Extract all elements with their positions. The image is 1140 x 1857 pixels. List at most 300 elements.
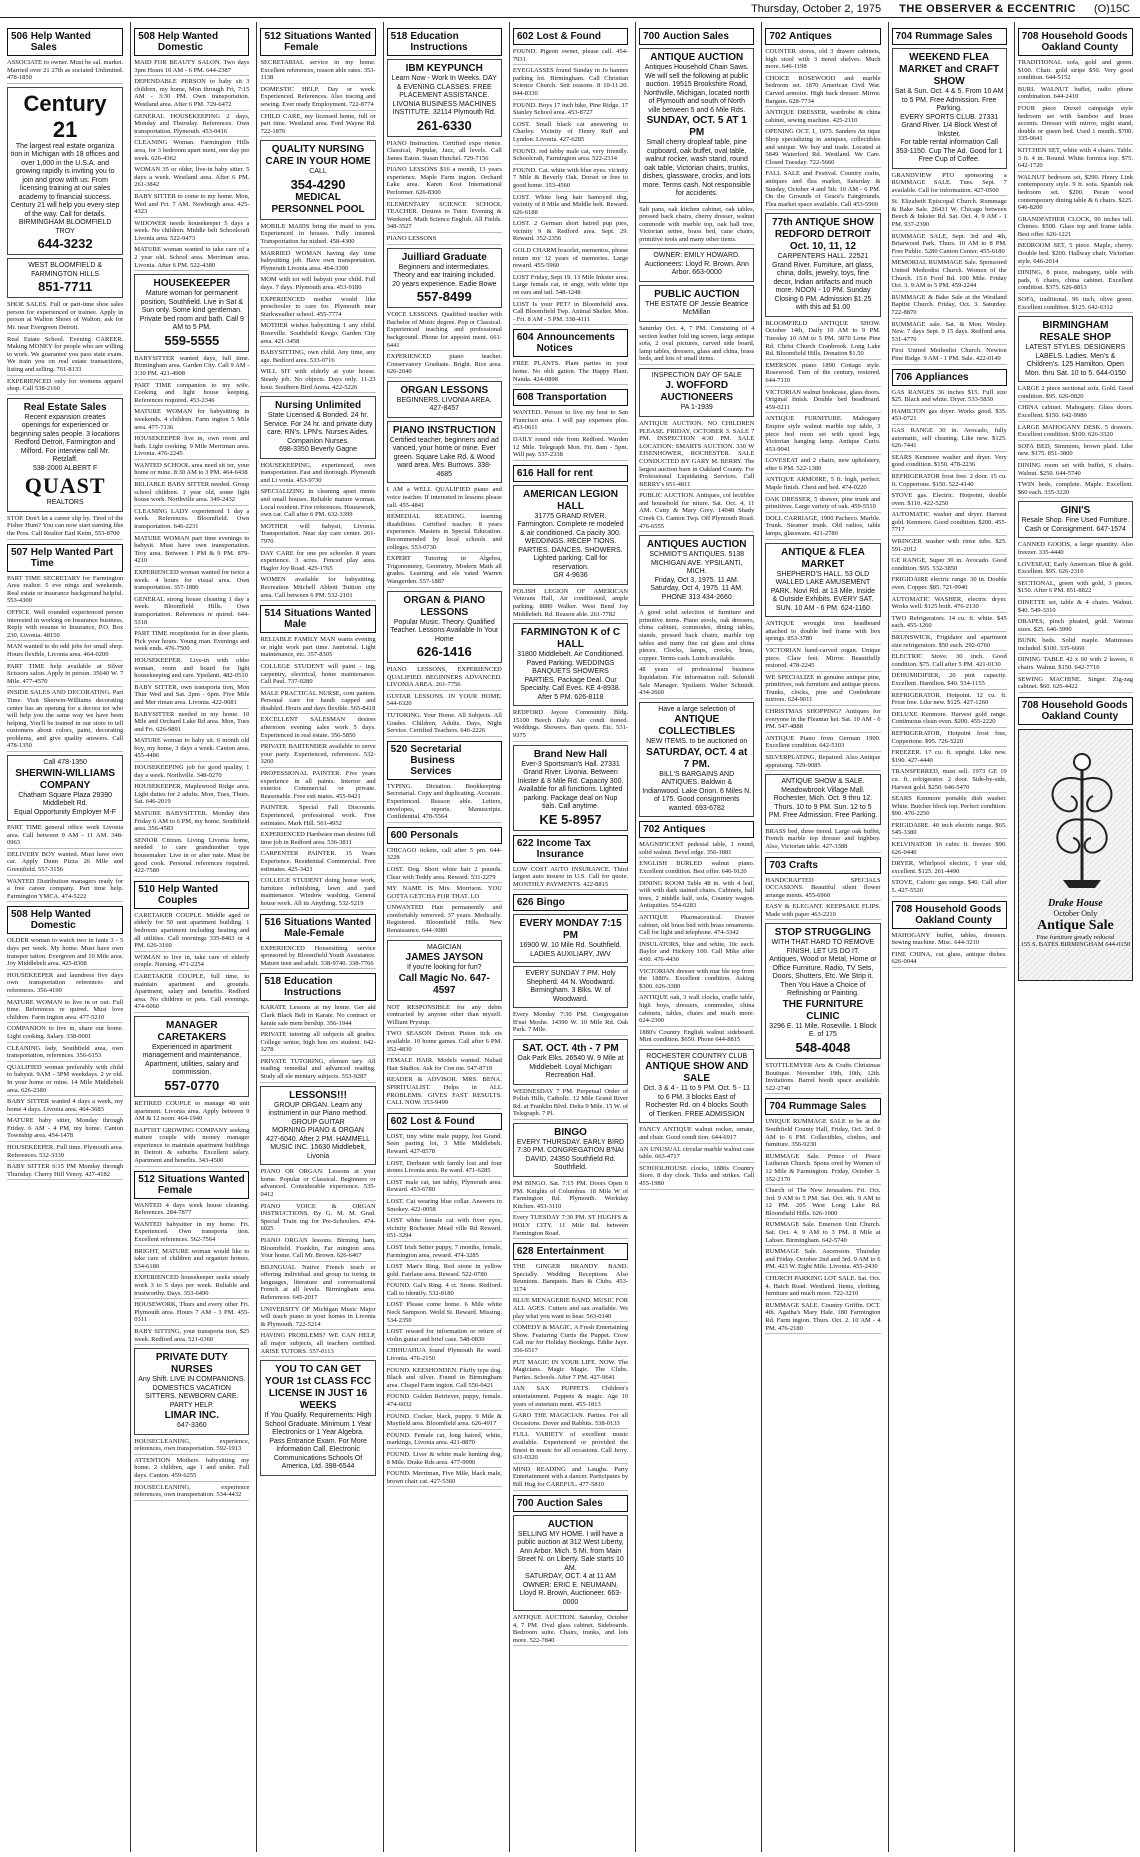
- classified-ad: HOUSEKEEPER, Maplewood Ridge area. Light duties for 2 adults. Mon, Tues, Thurs. Sat. 646-2019: [134, 783, 249, 808]
- section-title: Lost & Found: [536, 31, 601, 42]
- classified-ad: PART TIME general office work Livonia area. Call between 9 AM - 11 AM. 348-0963: [7, 824, 123, 849]
- display-ad-line: 559-5555: [164, 332, 220, 348]
- classified-ad: PRIVATE TUTORING, elemen tary. All reading remedial and advanced reading. Study all ele mentary subjects. 553-9287: [260, 1058, 375, 1083]
- section-header: [7, 906, 123, 934]
- classified-ad: LOST male cat, tan tabby, Plymouth area. Reward. 453-6780: [387, 1179, 502, 1196]
- classified-ad: OPENING OCT. 1, 1975. Sanders An tique Shop specializing in antiques, collectibles and unique. We buy and trade. Located at 5849 Waterford Rd. Westland. We Care. Closed Tuesday. 722-5660: [765, 128, 880, 168]
- section-header: [7, 28, 123, 56]
- display-ad: [387, 421, 502, 484]
- display-ad-line: PRIVATE DUTY NURSES: [155, 1352, 228, 1376]
- section-number: 512: [138, 1173, 155, 1185]
- classified-ad: LOST. White long hair Samoyed dog, vicinity of 8 Mile and Middle belt. Reward. 626-6188: [513, 194, 628, 219]
- classified-ad: RUMMAGE sale. Sat. & Mon. Wesley. New. 7 days Sept. 9 15 days. Redford area. 531-4770: [892, 321, 1007, 346]
- display-ad-line: Equal Opportunity Employer M-F: [14, 808, 117, 816]
- display-ad: [134, 1016, 249, 1097]
- classified-ad: LOST Irish Setter puppy, 7 months, female, Farmington area, reward. 474-3285: [387, 1244, 502, 1261]
- display-ad-line: WITH THAT HARD TO REMOVE FINISH. LET US DO IT.: [771, 939, 875, 955]
- classified-ad: WE SPECIALIZE in genuine antique pine, primitives, oak furniture and antique pieces. Trunks, clocks, pine and Confederate mirrors. 624-9011: [765, 674, 880, 706]
- display-ad-line: SATURDAY, OCT. 4 at 7 PM.: [646, 746, 748, 770]
- display-ad-line: ANTIQUE AUCTION: [650, 52, 744, 63]
- display-ad: [765, 543, 880, 618]
- classified-ad: MAN wanted to do odd jobs for small shop. Hours flexible, Livonia area. 464-0200: [7, 643, 123, 660]
- classified-ad: PUT MAGIC IN YOUR LIFE. NOW. The Magicians. Magic Magic. The Clubs. Parties. Schools. After 7 PM. 427-9641: [513, 1359, 628, 1384]
- classified-ad: COUNTER stores, old 3 drawer cabinets, high stool with 3 tiered shelves. Much more. 646-1198: [765, 48, 880, 73]
- section-title: Antiques: [789, 31, 832, 42]
- section-header: [7, 544, 123, 572]
- classified-ad: WANTED SCHOOL area need sit ter, your home or mine. 8:30 AM to 3 PM. 464-6438: [134, 462, 249, 479]
- classified-ad: VICTORIAN dresser with mar ble top from the 1880's. Excellent condition. Asking $300. 626-3380: [639, 968, 754, 993]
- classified-ad: DEPENDABLE PERSON to baby sit 3 children, my home, Mon through Fri, 7:15 AM - 3:30 PM. Own transportation. Westland area. After 6 PM. 729-6472: [134, 78, 249, 110]
- section-header: [513, 835, 628, 863]
- classified-ad: BEDROOM SET, 5 piece. Maple, cherry. Double bed. $200. Hallway chair. Victorian style. 646-2014: [1018, 242, 1133, 267]
- classified-column: [635, 22, 757, 1852]
- classified-ad: HAVING PROBLEMS? WE CAN HELP, all major subjects, all teachers certified. ARISE TUTORS. 557-0113: [260, 1332, 375, 1357]
- section-header: [134, 881, 249, 909]
- display-ad-line: LIMAR INC.: [164, 1410, 220, 1422]
- classified-ad: MATURE woman to baby sit. 6 month old boy, my home, 3 days a week. Canton area. 455-4486: [134, 737, 249, 762]
- section-number: 518: [264, 976, 282, 988]
- classified-ad: MATURE WOMAN for babysitting in weekends. 4 children. Farm ington 5 Mile area. 477-7136: [134, 408, 249, 433]
- display-ad-line: Experienced in apartment management and maintenance. Apartment, utilities, salary and commission.: [142, 1043, 242, 1077]
- classified-ad: BLUE MENAGERIE BAND. MUSIC FOR ALL AGES. Cutters and sax available. We play what you want to hear. 563-0140: [513, 1297, 628, 1322]
- display-ad-line: INSPECTION DAY OF SALE: [651, 371, 742, 379]
- classified-ad: EXPERIENCED housekeeper seeks steady work 3 to 5 days per week. Reliable and trustworthy. Days. 353-6490: [134, 1274, 249, 1299]
- classified-ad: PIANO VOICE & ORGAN INSTRUCTIONS. By G. M. M. Grad. Special Train ing for Pre-Schoolers. 474-6025: [260, 1203, 375, 1235]
- classified-ad: LOST Is your PET? in Bloomfield area. Call Bloomfield Twp. Animal Shelter. Mon. - Fri. 8 AM - 5 PM. 338-4111: [513, 301, 628, 326]
- classified-ad: SHOE SALES. Full or part-time shoe sales person for experienced or trainee. Apply in person at Walton Shoes of Walton, ask for Mr. near Evergreen Detroit.: [7, 301, 123, 333]
- classified-ad: 48 years of professional business liquidation. For information call. Schmidt Sale Manager. Ypsilanti. Walter Schmidt. 434-2660: [639, 666, 754, 698]
- classified-ad: ANTIQUE DRESSER, wardrobe & china cabinet, sewing machine. 425-2110: [765, 109, 880, 126]
- classified-ad: ANTIQUE ARMOIRE, 5 ft. high, perfect. Maple finish. Chest and bed. 474-0220: [765, 476, 880, 493]
- display-ad: [639, 535, 754, 606]
- section-number: 704: [895, 31, 913, 42]
- classified-column: [130, 22, 252, 1852]
- classified-ad: LOST. Dog. Short white hair 2 pounds. Clear with Teddy area. Reward. 531-2279: [387, 866, 502, 883]
- classified-ad: ELECTRIC Stove. 30 inch. Good condition. $75. Call after 5 PM. 421-0130: [892, 653, 1007, 670]
- classified-ad: CLEANING LADY experienced 1 day a week. References. Bloomfield. Own transportation. 646-2231: [134, 508, 249, 533]
- classified-ad: Salt pans, oak kitchen cabinet, oak tables, pressed back chairs, cherry dresser, walnut commode with marble top, oak hall tree, Victorian settee, brass bed, cane chairs, primitive tools and many other items.: [639, 206, 754, 246]
- display-ad-line: KE 5-8957: [539, 811, 602, 827]
- drake-house-line: October Only: [1053, 908, 1098, 918]
- classified-ad: LOST, tiny white male puppy, lost Grand. Seen parting lot, 3 Mile Middlebelt. Reward. 427-8578: [387, 1133, 502, 1158]
- section-title: Personals: [410, 829, 459, 841]
- classified-ad: WOMAN 35 or older, live-in baby sitter. 5 days a week. Westland area. After 6 PM. 261-3842: [134, 166, 249, 191]
- display-ad: [134, 1348, 249, 1435]
- section-title: Help Wanted Domestic: [30, 909, 91, 932]
- classified-ad: MOM with tot will babysit your child. Full days. 7 days. Plymouth area. 453-9180: [260, 276, 375, 293]
- section-number: 516: [264, 916, 282, 928]
- classified-ad: PIANO LESSONS $16 a month, 13 years experience. Maple Farm ington. Orchard Lake area. Karen Kost International Performer. 626-8300: [387, 166, 502, 198]
- classified-ad: FOUND. red tabby male cat, very friendly. Schoolcraft, Farmington area. 522-2314: [513, 148, 628, 165]
- classified-ad: ELEMENTARY SCIENCE SCHOOL TEACHER. Desires to Tutor. Evening & Weekend. Math Science English. All Fields. 348-3527: [387, 201, 502, 233]
- display-ad-line: If You Qualify. Requirements: High School Graduate. Minimum 1 Year Electronics or 1 Year Algebra. Pass Entrance Exam. For More Information Call. Electronic Communications Schools Of America, Ltd. 398-6544: [264, 1412, 372, 1471]
- display-ad-line: PHONE 313 434-2660: [661, 593, 732, 601]
- classified-ad: LOST Friday, Sept 19. 13 Mile Inkster area. Large female cat, or angy, with white tips on ears and tail. 548-1248: [513, 274, 628, 299]
- section-title: Rummage Sales: [915, 31, 993, 42]
- classified-ad: BLOOMFIELD ANTIQUE SHOW. October 14th, Daily 10 AM to 9 PM. Tuesday 10 AM to 5 PM. 3870 Lone Pine Rd. Christ Church Cranbrook. Long Lake Rd. Bloomfield Hills. Donation $1.50: [765, 320, 880, 360]
- classified-ad: GENERAL strong house cleaning 1 day a week. Bloomfield Hills. Own transportation. References re quired. 644-5318: [134, 596, 249, 628]
- classified-ad: PART TIME SECRETARY for Farmington Area realtor. 5 eve nings and weekends. Real estate or insurance background helpful. 553-4300: [7, 575, 123, 607]
- section-number: 520: [390, 743, 408, 755]
- section-title: Help Wanted Domestic: [157, 31, 219, 53]
- display-ad: [639, 702, 754, 818]
- display-ad-line: Have a large selection of: [658, 705, 736, 713]
- classified-ad: DAILY round ride from Redford. Warden 12 Mile. Telegraph Mon. Fri. 8am - 5pm. Will pay. 537-2338: [513, 436, 628, 461]
- classified-ad: UNIQUE RUMMAGE SALE to be at the Southfield County Hall, Friday, Oct. 3rd. 9 AM to 6 PM. Collectibles, clothes, and furniture. 356-9230: [765, 1118, 880, 1150]
- section-header: [260, 973, 375, 1001]
- classified-ad: MAGNIFICENT pedestal table, 1 round, solid walnut. Bevel edge. 356-1881: [639, 841, 754, 858]
- section-header: [892, 28, 1007, 45]
- classified-ad: MEMORIAL RUMMAGE Sale. Sponsored United Methodist Church. Women of the Church. 15.6 Ford Rd. 100 Mile. Friday Oct. 3. 9 AM to 5 PM. 459-2244: [892, 259, 1007, 291]
- classified-ad: CANNED GOODS, a large quantity. Also freezer. 335-4440: [1018, 541, 1133, 558]
- section-number: 703: [769, 859, 787, 871]
- display-ad-line: Learn Now - Work In Weeks. DAY & EVENING CLASSES. FREE PLACEMENT ASSISTANCE. LIVONIA BUSINESS MACHINES INSTITUTE. 32114 Plymouth Rd.: [391, 75, 497, 116]
- classified-ad: STOVE, Caloric gas range. $40. Call after 5. 427-5520: [892, 879, 1007, 896]
- section-header: [765, 28, 880, 45]
- section-number: 602: [390, 1115, 408, 1127]
- classified-ad: Church of The New Jerusalem. Fri. Oct. 3rd. 9 AM to 5 PM. Sat. Oct. 4th. 9 AM to 12 PM. 205 West Long Lake Rd. Bloomfield Hills. 626-1000: [765, 1187, 880, 1219]
- classified-ad: BABY SITTER, own transporta tion, Mon Thur Wed and Sat. 2pm - 6pm. Five Mile and Mer riman area. Livonia. 422-9081: [134, 684, 249, 709]
- display-ad-line: ANTIQUE & FLEA MARKET: [780, 546, 865, 570]
- section-number: 708: [895, 903, 913, 915]
- classified-ad: JAN SAX PUPPETS. Children's entertainment. Puppets & magic. Age 10 years of entertain ment. 455-1813: [513, 1385, 628, 1410]
- display-ad: [892, 48, 1007, 169]
- display-ad: [513, 1515, 628, 1612]
- classified-ad: DINING ROOM Table 48 in. with 4 leaf, with with dark stained chairs. Cabinets, hall trees, 2 middle half, sofa, Country wagon. Antiquities. 554-6283: [639, 880, 754, 912]
- display-ad-line: 354-4290: [290, 176, 346, 192]
- drake-house-ad: [1018, 729, 1133, 981]
- classified-ad: FOUND. Golden Retriever, puppy, female. 474-6032: [387, 1393, 502, 1410]
- classified-ad: POLISH LEGION OF AMERICAN Veterans Hall, Air conditioned, ample parking. 8880 Walker. West Bend Joy Middlebelt. Rd. Reason able. 261-7782: [513, 588, 628, 620]
- section-title: Education Instructions: [410, 31, 468, 53]
- display-ad-line: HOUSEKEEPER: [153, 278, 231, 290]
- section-number: 706: [895, 371, 913, 383]
- classified-ad: DINING, 8 piece, mahogany, table with pads, 6 chairs, china cabinet. Excellent condition. $375. 626-8813: [1018, 269, 1133, 294]
- classified-ad: QUALIFIED woman preferably with child to babysit. 9AM - 3PM weekdays. 2 yr old. In your home or mine. 14 Mile Middlebelt area. 626-2380: [7, 1064, 123, 1096]
- classified-ad: OAK DRESSER, 5 drawer, pine trunk and primitives. Large variety of oak. 459-5510: [765, 496, 880, 513]
- display-ad-line: BIRMINGHAM RESALE SHOP: [1039, 320, 1112, 344]
- display-ad-line: CARPENTERS HALL. 22521 Grand River. Furniture, art glass, china, dolls, jewelry, toys, fine decor, Indian artifacts and much more. NOON - 10 PM. Sunday Closing 6 PM. Admission $1.25 with this ad $1.00: [772, 253, 874, 312]
- classified-ad: KITCHEN SET, white with 4 chairs. Table. 3 ft. 4 in. Round. White formica top. $75. 642-1720: [1018, 147, 1133, 172]
- display-ad-line: Call 478-1350: [43, 759, 87, 767]
- display-ad-line: SELLING MY HOME. I will have a public auction at 312 West Liberty, Ann Arbor. Mich. 5 Mi. from Main Street N. on Liberty. Sale starts 10 AM.: [517, 1530, 624, 1572]
- display-ad-line: Sat & Sun. Oct. 4 & 5. From 10 AM to 5 PM. Free Admission. Free Parking.: [894, 88, 1004, 112]
- classified-ad: MAID FOR BEAUTY SALON. Two days 3pm Hours 10 AM - 6 PM. 644-2387: [134, 59, 249, 76]
- classified-ad: DELIVERY BOY wanted. Must have own car. Apply Dunn Pizza 26 Mile and Greenfield. 557-3156: [7, 851, 123, 876]
- display-ad-line: 557-0770: [164, 1077, 220, 1093]
- section-title: Help Wanted Sales: [30, 31, 91, 53]
- classified-ad: PRIVATE BARTENDER available to serve your party. Experienced, references. 532-3260: [260, 743, 375, 768]
- section-title: Situations Wanted Male: [284, 608, 371, 631]
- section-number: 708: [1021, 699, 1039, 711]
- classified-ad: REDFORD Jaycee Community Bldg. 15100 Beech Daly. Air condi tioned. Weddings. Showers. Ban quets. Etc. 531-9375: [513, 709, 628, 741]
- classified-ad: WANTED. Person to live my host to San Francisco area. I will pay expenses plus. 453-0611: [513, 409, 628, 434]
- display-ad-line: EVERY SUNDAY 7 PM. Holy Shepherd. 44 N. Woodward. Birmingham. 3 Blks. W. of Woodward.: [525, 970, 616, 1003]
- classified-ad: SPECIALIZING in cleaning apart ments and small houses. Reliable mature woman. Local resident. Five references. Housework, own car. Call after 6 PM. 632-3399: [260, 488, 375, 520]
- classified-ad: SENIOR Citizen. Living Livonia home, needed to care grandmother type housemaker. Live in or alter nate. Must be good cook. Personal references required. 422-7580: [134, 837, 249, 877]
- section-header: [513, 1495, 628, 1512]
- section-title: Announcements Notices: [536, 332, 615, 355]
- section-title: Crafts: [789, 859, 818, 871]
- display-ad: [513, 1039, 628, 1085]
- classified-ad: WOMAN to live in, take care of elderly couple. Nursing. 471-2254: [134, 954, 249, 971]
- classified-ad: VICTORIAN walnut bookcase, glass doors. Original finish. Double bed headboard. 459-0211: [765, 389, 880, 414]
- classified-ad: AN UNUSUAL circular marble walnut case table. 663-4717: [639, 1146, 754, 1163]
- classified-ad: MATURE WOMAN to live in or out. Full time. References re quired. Must love children. Farm ington area. 477-5210: [7, 999, 123, 1024]
- classified-ad: EXPERIENCED Housesitting service sponsored by Bloomfield Youth Assistance. Mature teen and adult. 338-9740. 338-7766: [260, 945, 375, 970]
- section-header: [513, 465, 628, 482]
- display-ad: [7, 398, 123, 512]
- classified-ad: MATURE WOMAN part time evenings to babysit. Must have own transportation. Troy area. Between 1 PM & 9 PM. 879-4210: [134, 535, 249, 567]
- classified-ad: CHINA cabinet. Mahogany. Glass doors. Excellent. $150. 642-9980: [1018, 404, 1133, 421]
- section-header: [513, 1243, 628, 1260]
- classified-ad: VICTORIAN hand-carved organ. Unique piece. Claw feet. Mirror. Beautifully restored. 478-2245: [765, 647, 880, 672]
- classified-ad: PART TIME help available at Silver Scissors salon. Apply in person. 35640 W. 7 Mile. 477-4570: [7, 663, 123, 688]
- classified-ad: EXPERIENCED woman wanted for twice a week. 4 hours for visual area. Own transportation. 357-1880: [134, 569, 249, 594]
- classified-ad: LOST, Derbutnt with family lost and four stones Livonia area. Re ward. 471-6285: [387, 1160, 502, 1177]
- classified-ad: ANTIQUE Piano from German 1900. Excellent condition. 642-5103: [765, 735, 880, 752]
- display-ad-line: MEDICAL PERSONNEL POOL: [271, 191, 365, 215]
- classified-ad: TWIN beds, complete. Maple. Excellent. $60 each. 335-3220: [1018, 481, 1133, 498]
- classified-ad: BRIGHT, MATURE woman would like to take care of children and organize homes. 534-6180: [134, 1248, 249, 1273]
- classified-ad: CHOICE ROSEWOOD and marble bedroom set. 1870 American Civil War. Carved armoire. High back dresser. Mirror. Bargain. 628-7734: [765, 75, 880, 107]
- display-ad-line: For table rental information Call 353-1150. Cup The Ad. Good for 1 Free Cup of Coffee.: [895, 139, 1003, 163]
- classified-ad: MARRIED WOMAN having day time babysitting job. Have own transportation. Plymouth Livonia area. 464-3390: [260, 250, 375, 275]
- section-number: 616: [516, 467, 534, 479]
- classified-ad: ASSOCIATE to owner. Must be sal. market. Married over 21 27th as sociated Unlimited. 478-1850: [7, 59, 123, 84]
- display-ad-line: MORNING PIANO & ORGAN: [272, 1127, 364, 1135]
- classified-ad: CLEANING lady, Southfield area, own transportation, references. 356-6153: [7, 1045, 123, 1062]
- classified-ad: FREE PLANTS. Plant parties in your home. No obli gation. The Happy Plant. Nanda. 424-0898: [513, 360, 628, 385]
- display-ad-line: LATEST STYLES. DESIGNERS LABELS. Ladies. Men's & Children's. 125 Hamilton. Open Mon. thru Sat. 10 to 5. 644-0150: [1024, 344, 1126, 377]
- classified-ad: CHICAGO tickets, call after 5 pm. 644-3228: [387, 847, 502, 864]
- classified-ad: PM BINGO. Sat. 7:15 PM. Doors Open 6 PM. Knights of Columbus. 18 Mile W of Farmington Rd. Plymouth. Workday Kitchen. 453-3110: [513, 1180, 628, 1212]
- classified-ad: ATTENTION Mothers. babysitting my home. 2 children, age 1 and under. Full days. Canton. 459-6255: [134, 1457, 249, 1482]
- display-ad-line: SCHMIDT'S ANTIQUES. 5138 MICHIGAN AVE. YPSILANTI, MICH.: [649, 551, 745, 576]
- display-ad-line: JAMES JAYSON: [405, 952, 483, 964]
- classified-ad: ENGLISH BURLED walnut piano. Excellent condition. Best offer. 646-9120: [639, 860, 754, 877]
- display-ad-line: State Licensed & Bonded. 24 hr. Service. For 24 hr. and private duty care. RN's. LPN's. Nurses Aides. Companion Nurses.: [263, 412, 373, 445]
- section-number: 622: [516, 837, 534, 849]
- drake-house-name: Drake House: [1048, 897, 1103, 909]
- drake-house-address: 155 S. BATES BIRMINGHAM 644-0150: [1020, 940, 1131, 948]
- classified-ad: Every TUESDAY 7:30 PM. ST HUGH'S & HOLY CITY. 11 Mile Rd. between Farmington Road.: [513, 1214, 628, 1239]
- section-number: 508: [138, 31, 155, 42]
- classified-ad: WANTED 4 days week house cleaning. References. 284-7877: [134, 1202, 249, 1219]
- classified-ad: GOLD CHARM bracelet, mementos, please return my 12 years of memories. Large reward. 455-5960: [513, 247, 628, 272]
- display-ad-line: ORGAN LESSONS: [400, 384, 489, 396]
- classified-ad: PUBLIC AUCTION. Antiques, col lectibles and household fur niture. Sat. Oct. 4, 11 AM. Cutty & Mary Grey. 14048 Shady Creek Ct. Canton Twp. Off Plymouth Road. 476-6555: [639, 492, 754, 532]
- section-number: 514: [264, 608, 282, 620]
- section-number: 604: [516, 332, 534, 344]
- drake-house-line: Fine furniture greatly reduced: [1036, 933, 1115, 941]
- classified-ad: WANTED babysitter in my home. Fri. Experienced. Own transporta tion. Excellent references. 562-7564: [134, 1221, 249, 1246]
- display-ad-line: OWNER: ERIC E. NEUMANN. Lloyd R. Brown, Auctioneer. 663-0000: [519, 1581, 622, 1606]
- drake-house-text: [1019, 898, 1132, 948]
- classified-ad: STOP. Don't let a career slip by. Tired of the Fisher Hunt? You can now start earning like the Pros. Call Realtor Earl Keim, 553-8700: [7, 515, 123, 540]
- classified-ad: LOST. Small black cat answering to Charley. Vicinity of Henry Ruff and Lyndon. Livonia. 427-6285: [513, 121, 628, 146]
- section-number: 708: [1021, 31, 1039, 42]
- classified-ad: AUTOMATIC WASHER, electric dryer. Works well. $125 both. 476-2130: [892, 596, 1007, 613]
- display-ad: [387, 591, 502, 664]
- display-ad: [765, 923, 880, 1059]
- display-ad-line: GROUP GUITAR: [291, 1118, 345, 1126]
- section-number: 628: [516, 1246, 534, 1258]
- display-ad-line: Century 21: [23, 90, 107, 142]
- display-ad-line: 538-2000 ALBERT F: [32, 464, 98, 472]
- classified-ad: DINING room set with buffet, 6 chairs. Walnut. $250. 644-5740: [1018, 462, 1133, 479]
- classified-ad: BRASS bed, three tiered. Large oak buffet, French marble top dresser and highboy. Also, Victorian table. 427-3388: [765, 828, 880, 853]
- display-ad: [260, 1360, 375, 1476]
- classified-ad: LOST white female cat with fiver eyes, vicinity Rochester Mead ville Rd Reward. 651-3294: [387, 1217, 502, 1242]
- classified-ad: DINETTE set, table & 4 chairs. Walnut. $40. 549-3310: [1018, 599, 1133, 616]
- classified-ad: BABYSITTER wanted days, full time. Birmingham area. Garden City. Call 9 AM - 3:30 PM. 421-4908: [134, 355, 249, 380]
- classified-ad: BRUNSWICK, Frigidaire and apartment size refrigerators. $50 each. 292-6760: [892, 634, 1007, 651]
- display-ad-line: MANAGER CARETAKERS: [157, 1019, 227, 1043]
- classified-ad: DELUXE Kenmore. Harvest gold range. Continuous clean oven. $200. 455-2220: [892, 711, 1007, 728]
- section-number: 704: [769, 1101, 787, 1113]
- drake-house-line: Antique Sale: [1037, 917, 1114, 933]
- section-number: 518: [390, 31, 408, 42]
- display-ad-line: PIANO INSTRUCTION: [392, 424, 496, 436]
- page-number: (O)15C: [1093, 2, 1130, 15]
- display-ad: [134, 274, 249, 352]
- display-ad: [7, 755, 123, 821]
- classified-ad: GAS RANGES 36 inches $15. Full size $25. Black and white. Dryer. 533-5830: [892, 389, 1007, 406]
- classified-ad: EXPERT Tutoring in Algebra, Trigonometry, Geometry, Modern Math all grades. Learning and ele vated Warren Wangerden. 557-1887: [387, 555, 502, 587]
- classified-ad: REFRIGERATOR. Hotpoint. 12 cu. ft. Frost free. Like new. $125. 427-1260: [892, 692, 1007, 709]
- classified-ad: SECRETARIAL service in my home. Excellent references, reason able rates. 353-1138: [260, 59, 375, 84]
- classified-ad: KARATE Lessons at my home. Ger ald Clark Black Belt in Karate. No contract or karate sale mem bership. 356-1944: [260, 1004, 375, 1029]
- classified-ad: FANCY ANTIQUE walnut rocker, ornate, and chair. Good condi tion. 644-6917: [639, 1126, 754, 1143]
- section-title: Bingo: [536, 897, 565, 909]
- classified-ad: INSULATORS, blue and white, 10c each. Baylor and Hickory 100. Call Mike after 4:00. 476-4430: [639, 941, 754, 966]
- classified-ad: COLLEGE STUDENT doing house work, furniture refinishing, lawn and yard maintenance. Window washing. General house work. All its Anything. 532-5219: [260, 877, 375, 909]
- classified-ad: FEMALE HAIR. Models wanted. Nubad Hair Studios. Ask for Con nie. 547-8719: [387, 1057, 502, 1074]
- section-title: Transportation: [536, 392, 607, 404]
- display-ad: [765, 213, 880, 317]
- classified-ad: KELVINATOR 16 cubic ft. freezer. $90. 626-0440: [892, 841, 1007, 858]
- display-ad-line: SHERWIN-WILLIAMS COMPANY: [15, 767, 116, 791]
- display-ad-line: Nursing Unlimited: [274, 400, 362, 412]
- classified-ad: SEARS Kenmore washer and dryer. Very good condition. $150. 478-2236: [892, 454, 1007, 471]
- display-ad-line: Ever-3 Sportsman's Hall. 27331 Grand River. Livonia. Between Inkster & 8 Mile Rd. Capacity 300. Available for all functions. Lighted parking. Package deal on Nup tials. Call anytime.: [517, 760, 624, 810]
- classified-ad: COMEDY & MAGIC. A Fresh Entertaining Show. Featuring Curtis the Puppet. Crow Call me for Holiday Bookings. Eddie Jaye. 356-6517: [513, 1324, 628, 1356]
- classified-ad: PAINTER. Special Fall Discounts. Experienced, professional work. Free estimates. Mark Hill. 561-4952: [260, 804, 375, 829]
- display-ad-line: Oak Park Elks. 26540 W. 9 Mile at Middlebelt. Loyal Michigan Recreation Hall.: [517, 1055, 624, 1080]
- classified-ad: LARGE 2 piece sectional sofa. Gold. Good condition. $95. 626-0820: [1018, 385, 1133, 402]
- display-ad-line: Recent expansion creates openings for experienced or beginning sales people. 3 locations Redford Detroit, Farmington and Milford. For interview call Mr. Retzlaff.: [10, 413, 120, 464]
- classified-ad: First United Methodist Church. Newton Pine Ridge. 9 AM - 1 PM. Sale. 422-0149: [892, 347, 1007, 364]
- classified-ad: GARO THE MAGICIAN. Parties. For all Occasions. Dover and Rabbits. 538-0133: [513, 1412, 628, 1429]
- classified-ad: HOUSEWORK, Thurs and every other Fri. Plymouth area. Hours 7 AM - 3 PM. 455-0311: [134, 1301, 249, 1326]
- display-ad-line: ANTIQUE SHOW & SALE. Meadowbrook Village Mall. Rochester, Mich. Oct. 9 thru 12. Thurs. 10 to 9 PM. Sun. 12 to 5 PM. Free Admission. Free Parking.: [768, 778, 878, 820]
- section-title: Appliances: [915, 371, 969, 383]
- classified-column: [383, 22, 505, 1852]
- display-ad-line: EVERY MONDAY 7:15 PM: [519, 918, 622, 942]
- classified-ad: ANTIQUE AUCTION. Saturday, October 4, 7 PM. Oval glass cabinet. Sideboards. Bedroom suite. Chairs, trunks, and lots more. 522-7840: [513, 1614, 628, 1646]
- display-ad: [387, 381, 502, 418]
- classified-ad: SOFA, traditional. 96 inch, olive green. Excellent condition. $125. 642-6312: [1018, 296, 1133, 313]
- section-number: 600: [390, 829, 408, 841]
- display-ad-line: Friday, Oct 3, 1975. 11 AM. Saturday, Oct 4, 1975. 11 AM.: [650, 576, 744, 593]
- classified-ad: STOVE gas. Electric. Hotpoint, double oven. $110. 422-5250: [892, 492, 1007, 509]
- section-title: Auction Sales: [662, 31, 729, 42]
- classified-ad: RELIABLE FAMILY MAN wants evening or night work part time. Janitorial. Light maintenance, etc. 357-8305: [260, 636, 375, 661]
- classified-ad: GRANDFATHER CLOCK, 90 inches tall. Chimes. $500. Glass top and frame table. Best offer. 626-1221: [1018, 216, 1133, 241]
- classified-ad: HANDCRAFTED SPECIALS OCCASIONS. Beautiful silent flower arrange ments. 455-6960: [765, 877, 880, 902]
- section-header: [639, 821, 754, 838]
- display-ad-line: THE FURNITURE CLINIC: [782, 998, 864, 1022]
- classified-ad: BABY SITTER to come to my home. Mon, Wed and Fri. 7 AM. Newburgh area. 425-4323: [134, 193, 249, 218]
- display-ad-line: If you're looking for fun?: [407, 964, 482, 972]
- classified-ad: SECTIONAL, green with gold, 3 pieces. $150. After 6 PM. 851-8822: [1018, 580, 1133, 597]
- section-title: Lost & Found: [410, 1115, 475, 1127]
- classified-ad: DINING TABLE 42 x 60 with 2 leaves, 6 chairs. Walnut. $150. 642-7710: [1018, 656, 1133, 673]
- classified-ad: REMEDIAL READING. learning disabilities. Certified teacher. 8 years experience. Masters in Special Education. Recommended by local schools and colleges. 553-0730: [387, 513, 502, 553]
- classified-ad: HOUSEKEEPER. Full time. Plymouth area. References. 532-3339: [7, 1144, 123, 1161]
- display-ad-line: YOU TO CAN GET YOUR 1st CLASS FCC LICENSE IN JUST 16 WEEKS: [264, 1364, 372, 1412]
- section-title: Situations Wanted Female: [284, 31, 371, 53]
- classified-ad: PIANO LESSONS, EXPERIENCED QUALIFIED. BEGINNERS ADVANCED. LIVONIA AREA. 261-7756: [387, 666, 502, 691]
- classified-ad: WOMEN available for babysitting. Recreation Mitchell Abbott Tuition city area. Call between 6 PM. 532-2101: [260, 576, 375, 601]
- display-ad-line: PA 1-1939: [680, 404, 713, 412]
- display-ad: [639, 48, 754, 203]
- classified-ad: LOVESEAT and 2 chairs, new upholstery, after 6 PM. 522-1380: [765, 457, 880, 474]
- classified-ad: COMPANION to live in, share our home. Light cooking. Salary. 338-0001: [7, 1025, 123, 1042]
- classified-page: [4, 22, 1136, 1852]
- display-ad-line: ANTIQUES AUCTION: [646, 539, 747, 551]
- classified-ad: Every Monday 7:30 PM. Congregation B'nai Moshe. 14390 W. 10 Mile Rd. Oak Park. 7 Mile.: [513, 1011, 628, 1036]
- section-number: 602: [516, 31, 534, 42]
- classified-ad: BABYSITTING, own child. Any time, any age. Bedford area. 533-0716: [260, 349, 375, 366]
- display-ad-line: The largest real estate organiza tion in Michigan with 18 offices and over 1,000 in the U.S.A. and growing rapidly is inviting you to join and grow with us. From licensing training at our sales academy to financial success. Century 21 will help you every step of the way. Call for details.: [10, 142, 120, 218]
- classified-ad: FOUND. Merriman, Five Mile, black male, brown chair cat. 427-5360: [387, 1470, 502, 1487]
- classified-ad: PIANO Instruction. Certified expe rience. Classical, Popular, Jazz, all levels. Call James Eaton. Susan Hutchel. 729-7156: [387, 140, 502, 165]
- classified-ad: WILL SIT with elderly at your house. Steady job. No objects. Days only. 11-23 hour. Southern Bird Arena. 422-5226: [260, 368, 375, 393]
- section-number: 626: [516, 897, 534, 909]
- section-header: [387, 1113, 502, 1130]
- display-ad-line: ORGAN & PIANO LESSONS: [403, 594, 486, 618]
- display-ad-line: 31800 Middlebelt. Air Conditioned. Paved Parking. WEDDINGS BANQUETS SHOWERS PARTIES. Package Deal. Our Specialty. Call Eves. KE 4-8938. After 5 PM. 626-8118: [517, 651, 624, 701]
- section-number: 508: [11, 909, 28, 921]
- classified-ad: MOTHER wishes babysitting 1 any child. Roseville. Southfield Keego. Garden City area. 421-3458: [260, 322, 375, 347]
- classified-ad: LOST Man's Ring. Red stone in yellow gold. Fairlane area. Reward. 522-0780: [387, 1263, 502, 1280]
- section-number: 510: [138, 883, 155, 895]
- display-ad-line: Juilliard Graduate: [401, 251, 487, 263]
- classified-ad: EXPERIENCED Hardware man desires full time job in Redford area. 536-3811: [260, 831, 375, 848]
- classified-ad: St. Elizabeth Episcopal Church. Rummage & Bake Sale. 26431 W. Chicago between Beech & Inkster Rd. Sat. Oct. 4. 9 AM - 1 PM. 937-2390: [892, 198, 1007, 230]
- classified-ad: FULL VARIETY of excellent music available. Experienced or provided the finest in music for all occasions. Call Jerry. 631-0320: [513, 1431, 628, 1463]
- classified-ad: MATURE woman wanted to take care of a 2 year old. School area. Merriman area. Livonia. After 6 PM. 522-4380: [134, 246, 249, 271]
- section-number: 506: [11, 31, 28, 42]
- classified-ad: CHURCH PARKING LOT SALE. Sat. Oct. 4. Hatch Road. Westland. Items, clothing, furniture and much more. 722-3210: [765, 1275, 880, 1300]
- display-ad: [260, 396, 375, 459]
- classified-ad: MOTHER will babysit, Livonia. Transportation. Near day care center. 261-7970: [260, 523, 375, 548]
- section-header: [765, 857, 880, 874]
- display-ad-line: SAT. OCT. 4th - 7 PM: [522, 1043, 619, 1055]
- display-ad-line: THE ESTATE OF Jessie Beatrice McMillan: [645, 300, 749, 317]
- display-ad: [260, 140, 375, 220]
- classified-ad: HOUSEKEEPING, experienced, own transportation. Fast and thorough. Plymouth and Li vonia. 453-9730: [260, 462, 375, 487]
- classified-ad: UNWANTED Hair permanently and comfortably removed. 37 years. Medically. Registered. Bloomfield Hills. New Renaissance. 644-3080: [387, 904, 502, 936]
- display-ad-line: 427-6040. After 2 PM. HAMMELL MUSIC INC. 15630 Middlebelt, Livonia: [266, 1135, 370, 1160]
- classified-ad: GRANDVIEW PTO sponsoring a RUMMAGE SALE. Tues. Sept. 7 available. Call for information. 427-0500: [892, 172, 1007, 197]
- section-header: [513, 894, 628, 911]
- classified-ad: FOUND. Female cat, long haired, white, markings, Livonia area. 421-8870: [387, 1432, 502, 1449]
- display-ad: [387, 940, 502, 1001]
- section-header: [260, 914, 375, 942]
